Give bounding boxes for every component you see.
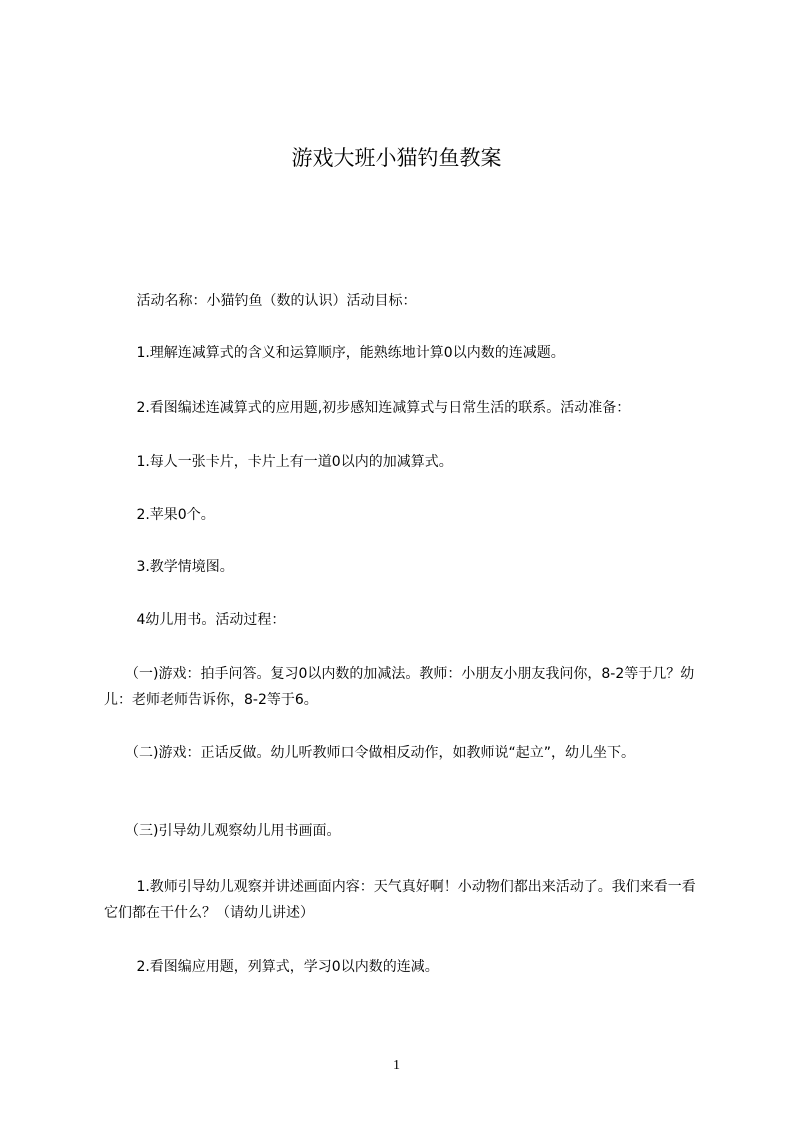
paragraph-prep-4: 4幼儿用书。活动过程： bbox=[104, 612, 286, 628]
paragraph-goal-1: 1.理解连减算式的含义和运算顺序，能熟练地计算0以内数的连减题。 bbox=[104, 345, 565, 361]
paragraph-activity-name: 活动名称：小猫钓鱼（数的认识）活动目标： bbox=[104, 293, 417, 309]
paragraph-process-3: （三)引导幼儿观察幼儿用书画面。 bbox=[104, 823, 341, 839]
paragraph-step-1: 1.教师引导幼儿观察并讲述画面内容：天气真好啊！小动物们都出来活动了。我们来看一看它们都在干什么？（请幼儿讲述） bbox=[104, 879, 696, 921]
page-number: 1 bbox=[393, 1058, 400, 1073]
paragraph-goal-2: 2.看图编述连减算式的应用题,初步感知连减算式与日常生活的联系。活动准备： bbox=[104, 400, 631, 416]
document-title: 游戏大班小猫钓鱼教案 bbox=[291, 146, 502, 170]
paragraph-step-2: 2.看图编应用题，列算式，学习0以内数的连减。 bbox=[104, 959, 439, 975]
paragraph-prep-3: 3.教学情境图。 bbox=[104, 559, 234, 575]
paragraph-prep-2: 2.苹果0个。 bbox=[104, 507, 215, 523]
paragraph-process-2: （二)游戏：正话反做。幼儿听教师口令做相反动作，如教师说“起立”，幼儿坐下。 bbox=[104, 745, 635, 761]
paragraph-prep-1: 1.每人一张卡片，卡片上有一道0以内的加减算式。 bbox=[104, 454, 453, 470]
paragraph-process-1: （一)游戏：拍手问答。复习0以内数的加减法。教师：小朋友小朋友我问你，8-2等于几？幼儿：老师老师告诉你，8-2等于6。 bbox=[104, 666, 695, 708]
